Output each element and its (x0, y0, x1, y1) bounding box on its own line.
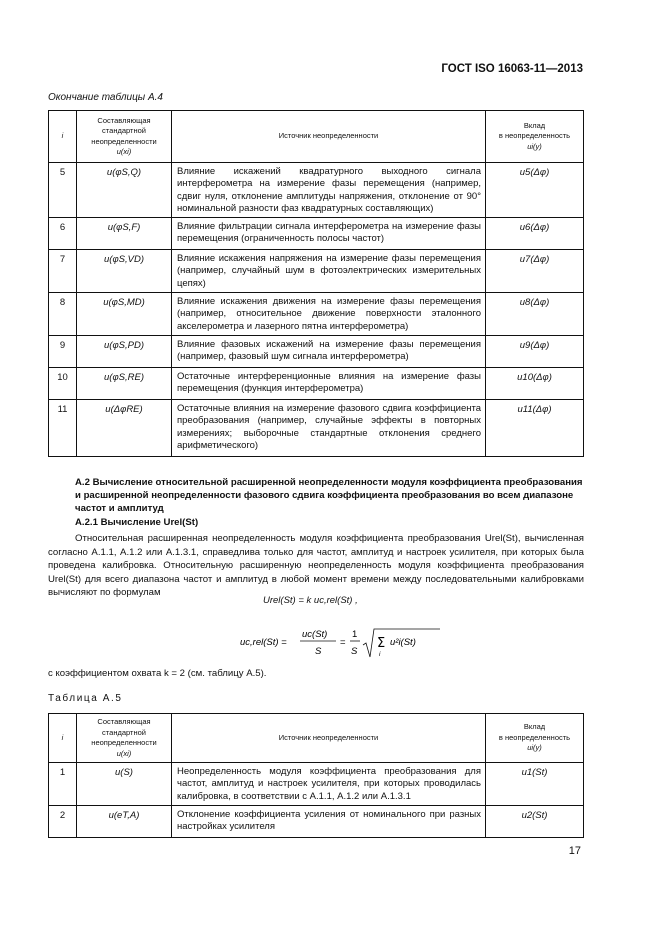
formula2-one: 1 (352, 629, 358, 640)
header-component-symbol: u(xi) (116, 748, 132, 758)
header-source: Источник неопределенности (172, 714, 486, 763)
formula2-denominator: S (315, 646, 322, 657)
row-source: Влияние фильтрации сигнала интерферометра на измерение фазы перемещения (ограниченность полосы частот) (172, 218, 486, 250)
row-index: 8 (49, 293, 77, 336)
row-source: Влияние фазовых искажений на измерение фазы перемещения (например, фазовый шум сигнала интерферометра) (172, 336, 486, 368)
table-a5-header-row (49, 714, 584, 763)
header-contribution-symbol: ui(y) (527, 743, 542, 753)
table-a4-caption: Окончание таблицы А.4 (48, 92, 163, 103)
section-a2-title: А.2 Вычисление относительной расширенной неопределенности модуля коэффициента преобразования и расширенной неопределенности фазового сдвига коэффициента преобразования во всем диапазоне частот и амплитуд (75, 477, 583, 514)
row-symbol: u(φS,PD) (77, 336, 172, 368)
formula2-s: S (351, 646, 358, 657)
table-row (49, 336, 584, 368)
table-a4-header-row (49, 111, 584, 163)
header-i: i (49, 714, 77, 763)
formula2-lhs: uc,rel(St) = (240, 637, 287, 648)
formula-uc-rel (240, 623, 440, 663)
row-symbol: u(eT,A) (77, 805, 172, 837)
row-contribution: u5(Δφ) (486, 163, 584, 218)
header-contribution: Вклад в неопределенность ui(y) (486, 714, 584, 763)
row-contribution: u10(Δφ) (486, 368, 584, 400)
table-row (49, 805, 584, 837)
page-number: 17 (568, 845, 581, 857)
formula-urel: Urel(St) = k uc,rel(St) , (263, 595, 358, 606)
formula2-equals: = (340, 637, 346, 648)
header-component-symbol: u(xi) (116, 147, 132, 156)
formula2-index: i (379, 651, 381, 658)
coverage-factor-line: с коэффициентом охвата k = 2 (см. таблицу А.5). (48, 668, 267, 679)
header-source: Источник неопределенности (172, 111, 486, 163)
header-i: i (49, 111, 77, 163)
table-a5-caption: Таблица А.5 (48, 693, 123, 704)
row-symbol: u(φS,RE) (77, 368, 172, 400)
row-index: 6 (49, 218, 77, 250)
row-source: Неопределенность модуля коэффициента преобразования для частот, амплитуд и настроек усилителя, при которых проводилась калибровка, в соответствии с А.1.1, А.1.2 или А.1.3.1 (172, 763, 486, 806)
row-source: Остаточные интерференционные влияния на измерение фазы перемещения (функция интерферометра) (172, 368, 486, 400)
standard-code: ГОСТ ISO 16063-11—2013 (441, 63, 583, 75)
table-row (49, 763, 584, 806)
row-symbol: u(φS,Q) (77, 163, 172, 218)
formula2-sum: Σ (377, 636, 386, 651)
table-row (49, 293, 584, 336)
row-source: Влияние искажения напряжения на измерение фазы перемещения (например, случайный шум в фотоэлектрических измерительных цепях) (172, 250, 486, 293)
row-source: Влияние искажения движения на измерение фазы перемещения (например, относительное движение поверхности эталонного акселерометра и лазерного пятна интерферометра) (172, 293, 486, 336)
row-source: Влияние искажений квадратурного выходного сигнала интерферометра на измерение фазы перемещения (например, сдвиг нуля, отклонение амплитуды напряжения, отклонение от 90° номинальной разности фаз квадратурных составляющих) (172, 163, 486, 218)
header-component: Составляющая стандартной неопределенности u(xi) (77, 111, 172, 163)
row-index: 1 (49, 763, 77, 806)
formula2-numerator: uc(St) (302, 629, 328, 640)
table-row (49, 250, 584, 293)
row-index: 9 (49, 336, 77, 368)
formula2-term: u²i(St) (390, 637, 416, 648)
table-a5 (48, 713, 584, 838)
table-a4 (48, 110, 584, 457)
table-row (49, 368, 584, 400)
table-row (49, 218, 584, 250)
row-index: 7 (49, 250, 77, 293)
table-row (49, 163, 584, 218)
row-contribution: u8(Δφ) (486, 293, 584, 336)
row-symbol: u(φS,F) (77, 218, 172, 250)
header-component: Составляющая стандартной неопределенности u(xi) (77, 714, 172, 763)
row-contribution: u9(Δφ) (486, 336, 584, 368)
subsection-a21-title: А.2.1 Вычисление Urel(St) (75, 517, 199, 528)
section-a2-paragraph: Относительная расширенная неопределенность модуля коэффициента преобразования Urel(St), вычисленная согласно А.1.1, А.1.2 или А.1.3.1, справедлива только для частот, амплитуд и настроек усилителя, при которых была проведена калибровка. Относительную расширенную неопределенность модуля коэффициента преобразования Urel(St) для всего диапазона частот и амплитуд в любой момент времени между последовательными калибровками вычисляют по формулам (48, 533, 584, 599)
row-symbol: u(ΔφRE) (77, 400, 172, 457)
header-contribution: Вклад в неопределенность ui(y) (486, 111, 584, 163)
row-symbol: u(S) (77, 763, 172, 806)
row-contribution: u11(Δφ) (486, 400, 584, 457)
row-contribution: u2(St) (486, 805, 584, 837)
row-index: 5 (49, 163, 77, 218)
header-contribution-symbol: ui(y) (527, 141, 542, 151)
row-contribution: u1(St) (486, 763, 584, 806)
row-source: Остаточные влияния на измерение фазового сдвига коэффициента преобразования (например, случайные эффекты в повторных измерениях; выборочные стандартные отклонения среднего арифметического) (172, 400, 486, 457)
row-index: 11 (49, 400, 77, 457)
row-index: 2 (49, 805, 77, 837)
row-symbol: u(φS,VD) (77, 250, 172, 293)
row-contribution: u7(Δφ) (486, 250, 584, 293)
row-contribution: u6(Δφ) (486, 218, 584, 250)
row-symbol: u(φS,MD) (77, 293, 172, 336)
table-row (49, 400, 584, 457)
row-source: Отклонение коэффициента усиления от номинального при разных настройках усилителя (172, 805, 486, 837)
row-index: 10 (49, 368, 77, 400)
